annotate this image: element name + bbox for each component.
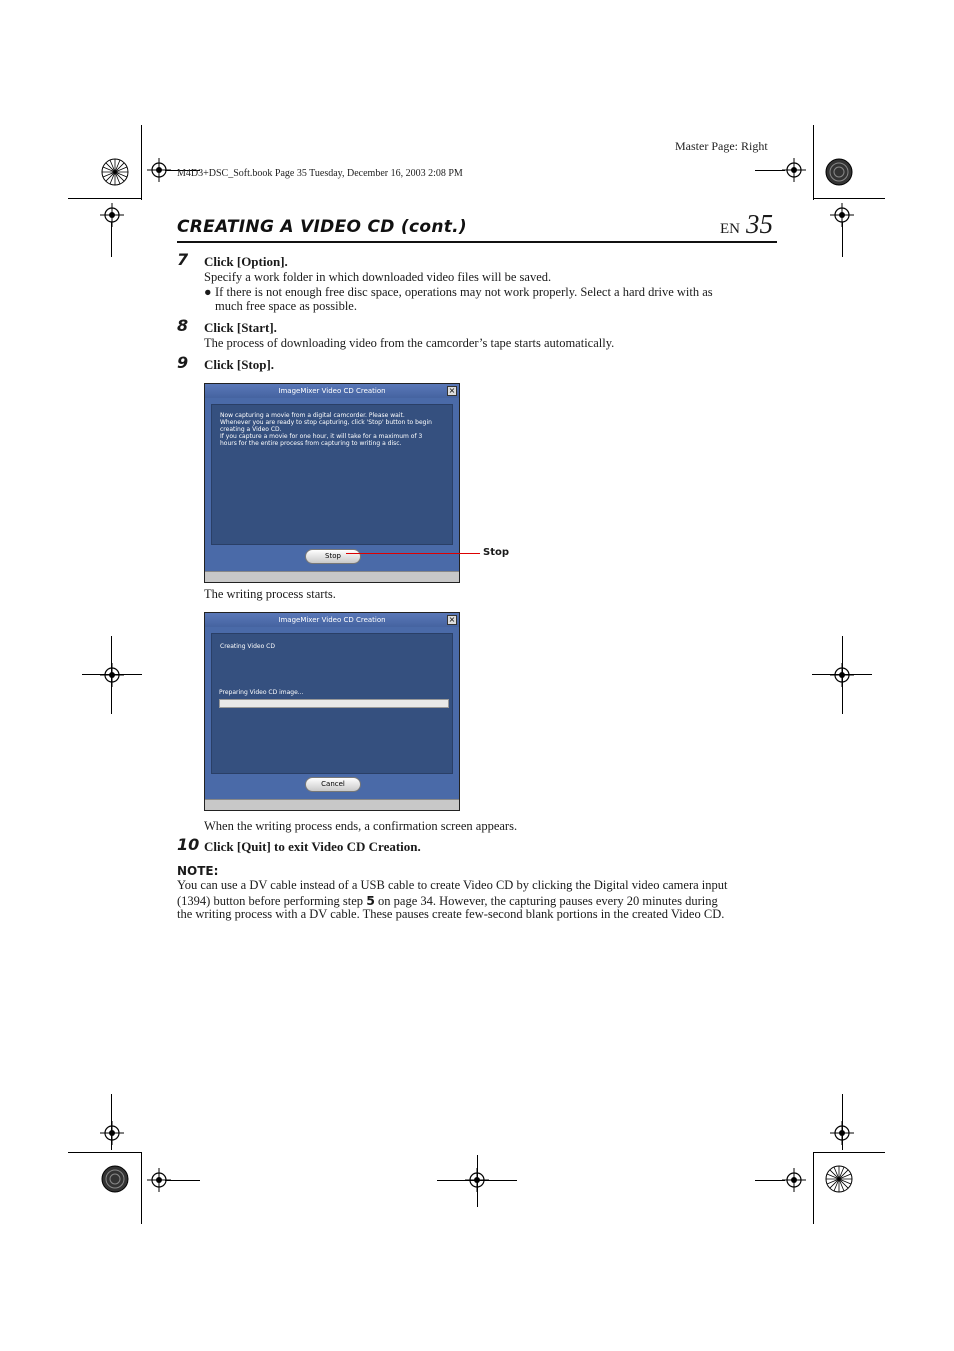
registration-target-icon (100, 203, 124, 227)
note-text-part: (1394) button before performing step (177, 894, 364, 908)
note-heading: NOTE: (177, 864, 219, 878)
close-icon[interactable]: × (448, 386, 456, 395)
message-panel (211, 404, 453, 545)
book-info-line: M4D3+DSC_Soft.book Page 35 Tuesday, December 16, 2003 2:08 PM (177, 168, 463, 179)
step-heading: Click [Stop]. (204, 357, 275, 372)
close-icon[interactable]: × (448, 615, 456, 624)
status-bar (205, 799, 459, 810)
registration-target-icon (782, 158, 806, 182)
progress-panel (211, 633, 453, 774)
caption: The writing process starts. (204, 587, 336, 601)
note-text-part: on page 34. However, the capturing pauses every 20 minutes during (378, 894, 718, 908)
bullet-text: If there is not enough free disc space, operations may not work properly. Select a hard drive with as (215, 285, 713, 299)
message-line: Now capturing a movie from a digital camcorder. Please wait. (220, 412, 405, 419)
page-title: CREATING A VIDEO CD (cont.) (177, 217, 467, 237)
page-number: 35 (746, 209, 773, 239)
progress-bar (219, 699, 449, 708)
registration-dial-icon (825, 1165, 853, 1193)
step-heading: Click [Option]. (204, 254, 288, 269)
bullet-text-cont: much free space as possible. (215, 299, 357, 313)
step-heading: Click [Start]. (204, 320, 277, 335)
step-text: Specify a work folder in which downloaded video files will be saved. (204, 270, 552, 284)
registration-dial-icon (101, 1165, 129, 1193)
status-text: Preparing Video CD image... (219, 689, 304, 696)
master-page-label: Master Page: Right (675, 139, 768, 153)
step-number: 9 (177, 353, 189, 372)
stop-button[interactable]: Stop (305, 549, 361, 564)
caption: When the writing process ends, a confirmation screen appears. (204, 819, 518, 833)
message-line: Whenever you are ready to stop capturing, click 'Stop' button to begin (220, 419, 432, 426)
step-number: 10 (177, 835, 200, 854)
status-text: Creating Video CD (220, 643, 275, 650)
window-title: ImageMixer Video CD Creation (205, 384, 459, 398)
message-line: creating a Video CD. (220, 426, 282, 433)
step-heading: Click [Quit] to exit Video CD Creation. (204, 839, 421, 854)
step-number: 7 (177, 250, 189, 269)
bullet-icon: ● (204, 285, 212, 299)
callout-line (346, 553, 480, 554)
language-label: EN (720, 221, 740, 237)
registration-dial-icon (101, 158, 129, 186)
cancel-button[interactable]: Cancel (305, 777, 361, 792)
step-number: 8 (177, 316, 189, 335)
window-title: ImageMixer Video CD Creation (205, 613, 459, 627)
callout-label: Stop (483, 547, 510, 558)
registration-target-icon (782, 1168, 806, 1192)
note-text: the writing process with a DV cable. These pauses create few-second blank portions in the created Video CD. (177, 907, 725, 921)
registration-target-icon (100, 663, 124, 687)
message-line: hours for the entire process from capturing to writing a disc. (220, 440, 402, 447)
message-line: If you capture a movie for one hour, it will take for a maximum of 3 (220, 433, 423, 440)
step-reference: 5 (366, 893, 375, 908)
status-bar (205, 571, 459, 582)
note-text: You can use a DV cable instead of a USB cable to create Video CD by clicking the Digital video camera input (177, 878, 728, 892)
step-text: The process of downloading video from the camcorder’s tape starts automatically. (204, 336, 615, 350)
create-window (204, 612, 460, 811)
registration-dial-icon (825, 158, 853, 186)
title-rule (177, 241, 777, 243)
registration-target-icon (100, 1121, 124, 1145)
